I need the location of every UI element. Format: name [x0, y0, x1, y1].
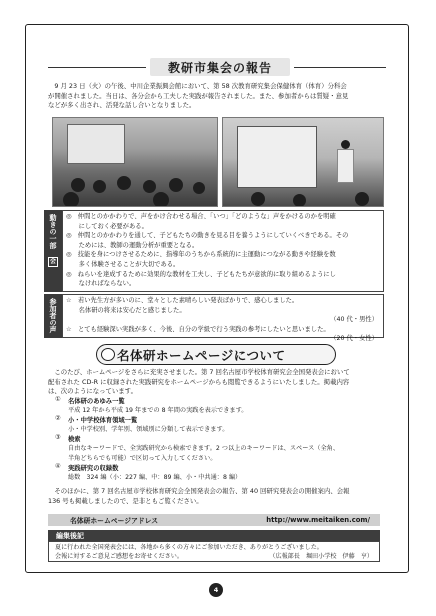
list-item: にしておく必要がある。: [66, 222, 148, 230]
homepage-outro: [48, 487, 388, 506]
editor-note-heading: 編集後記: [48, 530, 380, 541]
list-item: ためには、教師の運動分析が重要となる。: [66, 241, 199, 249]
presenter-body: [337, 149, 354, 183]
list-item: ☆ とても経験深い実践が多く、今後、自分の学級で行う実践の参考にしたいと思いました。: [66, 325, 330, 333]
editor-note-box: [48, 541, 380, 562]
homepage-intro: [48, 368, 388, 397]
item-body: [68, 444, 339, 463]
section-title-homepage-text: 名体研ホームページについて: [117, 347, 286, 363]
audience-head: [251, 192, 265, 206]
section-title-homepage: [96, 344, 336, 365]
photo-meeting-audience: [52, 117, 218, 207]
item-body-line: 総数 324 編（小：227 編、中：89 編、小・中共通：8 編）: [68, 474, 242, 481]
report-intro: [48, 82, 388, 111]
item-body: [68, 425, 228, 435]
sidebar-label-movement: [44, 210, 62, 292]
homepage-intro-line: は、次のようになっています。: [48, 387, 137, 395]
editor-note-last-row: [55, 552, 373, 561]
list-item: 名体研の将来は安心だと感じました。: [66, 306, 186, 314]
page-number: 4: [209, 583, 223, 597]
item-body-line: 平成 12 年から平成 19 年までの 8 年間の実践を表示できます。: [68, 407, 248, 414]
report-intro-line: などが多く出され、活発な話し合いとなりました。: [48, 101, 196, 109]
title-rule-left: [48, 67, 146, 68]
report-intro-line: 9 月 23 日（火）の午後、中川企業振興会館において、第 58 次教育研究集会保健体育（体育）分科会: [48, 82, 347, 90]
homepage-outro-line: そのほかに、第 7 回名古屋市学校体育研究会全国発表会の報告、第 40 回研究発表会の開催案内、会報: [48, 487, 350, 495]
item-heading: 小・中学校体育領域一覧: [68, 417, 138, 424]
photo-presenter-screen: [222, 117, 384, 207]
sidebar-label-text: 動きの一部: [49, 214, 57, 249]
homepage-intro-line: 配布された CD-R に収録された実践研究をホームページからも閲覧できるようにいたしました。掲載内容: [48, 377, 350, 386]
title-rule-right: [294, 67, 386, 68]
item-number: ③: [55, 434, 61, 441]
audience-head: [143, 180, 156, 193]
item-body-line: 自由なキーワードで、全実践研究から検索できます。2 つ以上のキーワードは、スペース（全角、: [68, 445, 340, 452]
item-body: [68, 473, 241, 483]
audience-head: [293, 194, 306, 207]
list-item: なければならない。: [66, 280, 136, 288]
globe-icon: [101, 348, 115, 361]
audience-head: [117, 176, 131, 190]
item-heading: 実践研究の収録数: [68, 465, 119, 472]
audience-head: [71, 178, 85, 192]
list-item: ☆ 若い先生方が多いのに、堂々とした素晴らしい発表ばかりで、感心しました。: [66, 297, 299, 304]
item-body-line: 半角どちらでも可能）で区切って入力してください。: [68, 454, 217, 462]
audience-head: [355, 192, 369, 206]
opinions-list: [66, 212, 382, 289]
editor-note-line: 夏に行われた全国発表会には、各地から多くの方々にご参加いただき、ありがとうございました。: [55, 544, 323, 551]
report-intro-line: が開催されました。当日は、各分会から工夫した実践が報告されました。また、参加者からは質疑・意見: [48, 91, 349, 100]
audience-head: [93, 180, 106, 193]
list-item: ◎ 仲間とのかかわりで、声をかけ合わせる場合、「いつ」「どのような」声をかけるのかを明確: [66, 213, 336, 220]
audience-head: [153, 192, 169, 207]
editor-note-line: 会報に対するご意見ご感想をお寄せください。: [55, 553, 183, 561]
item-number: ④: [55, 463, 61, 470]
item-body-line: 小・中学校別、学年別、領域別に分類して表示できます。: [68, 426, 229, 433]
item-heading: 検索: [68, 436, 81, 443]
item-number: ①: [55, 396, 61, 403]
list-item: （20 代・女性）: [330, 335, 378, 343]
homepage-outro-line: 136 号も掲載しましたので、是非ともご覧ください。: [48, 496, 203, 505]
voices-list: [66, 296, 378, 344]
projector-screen: [67, 124, 125, 164]
presenter-head: [341, 140, 350, 149]
item-number: ②: [55, 415, 61, 422]
sidebar-label-text: 参加者の声: [49, 298, 57, 333]
homepage-url-link[interactable]: http://www.meitaiken.com/: [266, 516, 370, 524]
list-item: ◎ ねらいを達成するために効果的な教材を工夫し、子どもたちが意欲的に取り組めるようにし: [66, 270, 336, 278]
audience-head: [193, 182, 205, 194]
list-item: ◎ 技能を身につけさせるために、指導年のうちから系統的に主運動につながる動きや経験を数: [66, 251, 336, 259]
presentation-screen: [237, 126, 317, 188]
audience-head: [169, 178, 183, 192]
editor-signature: （広報部長 堀田小学校 伊藤 亨）: [269, 553, 373, 561]
homepage-url-bar: [48, 514, 380, 526]
homepage-intro-line: このたび、ホームページをさらに充実させました。第 7 回名古屋市学校体育研究会全国発表会において: [48, 368, 350, 376]
item-heading: 名体研のあゆみ一覧: [68, 398, 125, 405]
list-item: 多く体験させることが大切である。: [66, 260, 180, 268]
sidebar-label-voices: [44, 294, 62, 338]
audience-head: [63, 192, 79, 207]
sidebar-badge: 会: [49, 258, 56, 265]
url-bar-label: 名体研ホームページアドレス: [70, 517, 159, 525]
list-item: （40 代・男性）: [330, 316, 378, 324]
list-item: ◎ 仲間とのかかわりを通して、子どもたちの動きを見る目を養うようにしていくべきである。その: [66, 232, 349, 240]
section-title-report: 教研市集会の報告: [150, 58, 290, 76]
